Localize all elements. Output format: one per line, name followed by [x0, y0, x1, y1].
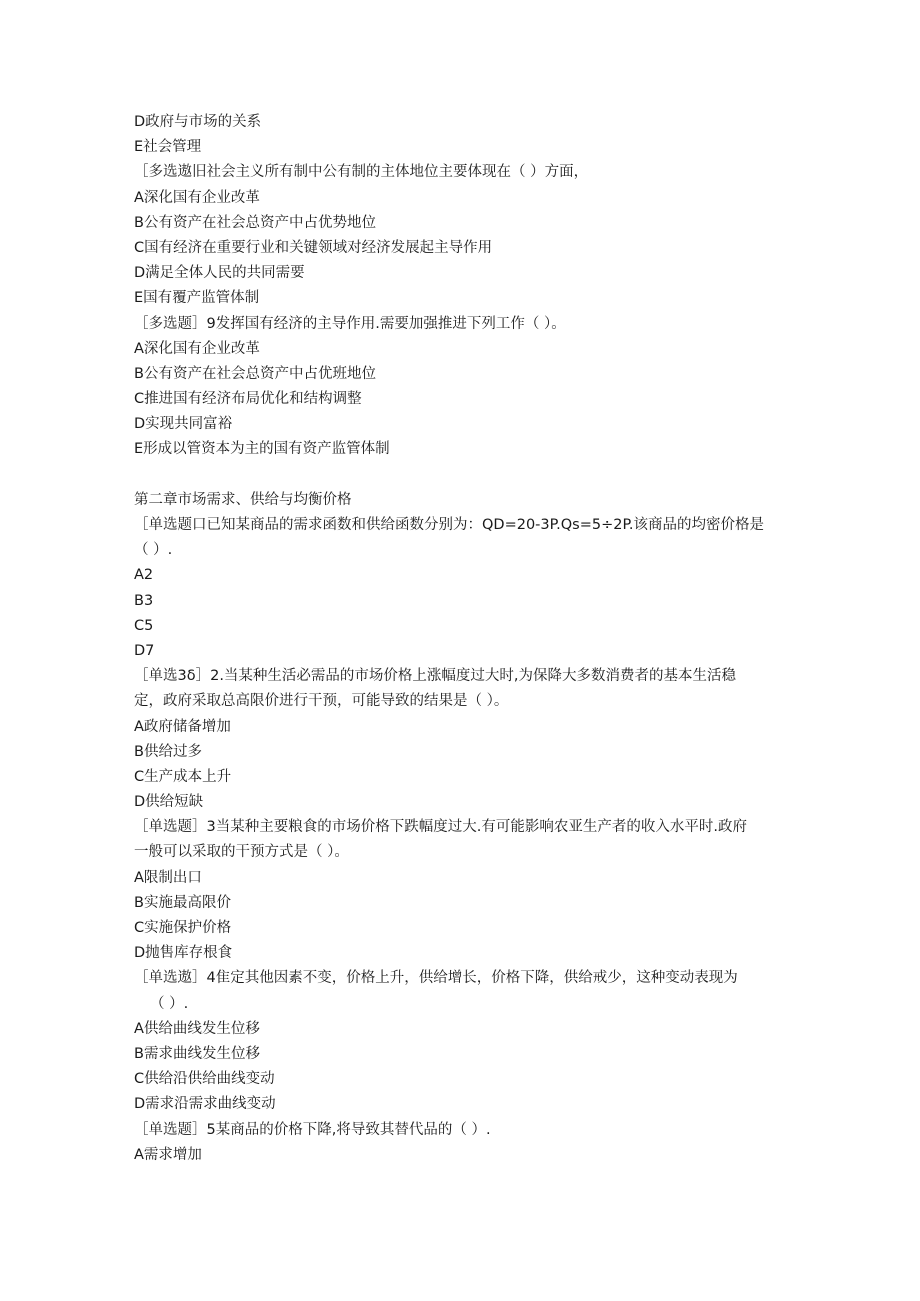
question-stem: ［单选3δ］2.当某种生活必需品的市场价格上涨幅度过大时,为保降大多数消费者的基本生活稳 [134, 668, 737, 685]
question-stem: ［多选遨旧社会主义所有制中公有制的主体地位主要体现在（ ）方面， [134, 164, 589, 181]
option-line: A深化国有企业改革 [134, 340, 260, 357]
option-line: D满足全体人民的共同需要 [134, 265, 305, 282]
option-line: B实施最高限价 [134, 894, 231, 911]
option-line: D7 [134, 642, 155, 659]
option-line: C5 [134, 617, 154, 634]
option-line: B供给过多 [134, 743, 202, 760]
document-content [134, 110, 794, 1168]
option-line: C推进国有经济布局优化和结构调整 [134, 391, 362, 408]
question-stem: ［单选题］5某商品的价格下降,将导致其替代品的（ ）. [134, 1121, 491, 1138]
option-line: D抛售库存根食 [134, 945, 233, 962]
chapter-title: 第二章市场需求、供给与均衡价格 [134, 491, 352, 508]
option-line: A深化国有企业改革 [134, 189, 260, 206]
option-line: D需求沿需求曲线变动 [134, 1096, 276, 1113]
question-stem: ［单选题口已知某商品的需求函数和供给函数分别为：QD=20-3P.Qs=5÷2P.该商品的均密价格是 [134, 517, 765, 533]
option-line: A供给曲线发生位移 [134, 1020, 260, 1037]
question-stem: ［单选题］3当某种主要粮食的市场价格下跌幅度过大.有可能影响农亚生产者的收入水平时.政府 [134, 819, 747, 836]
option-line: C供给沿供给曲线变动 [134, 1071, 275, 1088]
question-stem: ［多选题］9发挥国有经济的主导作用.需要加强推进下列工作（ ）。 [134, 315, 566, 332]
option-line: A需求增加 [134, 1146, 202, 1163]
option-line: B需求曲线发生位移 [134, 1045, 260, 1062]
text-line: D政府与市场的关系 [134, 114, 262, 130]
question-stem-continued: 定，政府采取总高限价进行干预，可能导致的结果是（ ）。 [134, 693, 509, 710]
option-line: A2 [134, 567, 154, 584]
option-line: D实现共同富裕 [134, 416, 233, 433]
question-stem-continued: （ ）. [150, 995, 189, 1012]
option-line: E国有覆产监管体制 [134, 290, 260, 307]
option-line: B3 [134, 592, 154, 609]
question-stem-continued: 一般可以采取的干预方式是（ ）。 [134, 844, 349, 861]
option-line: B公有资产在社会总资产中占优势地位 [134, 214, 376, 231]
option-line: C实施保护价格 [134, 920, 232, 936]
text-line: E社会管理 [134, 139, 202, 156]
option-line: D供给短缺 [134, 794, 204, 811]
option-line: B公有资产在社会总资产中占优班地位 [134, 365, 376, 382]
option-line: C生产成本上升 [134, 768, 232, 785]
section-gap [134, 463, 794, 488]
option-line: E形成以管资本为主的国有资产监管体制 [134, 441, 390, 458]
question-stem: ［单选遨］4隹定其他因素不变，价格上升，供给增长，价格下降，供给戒少，这种变动表现为 [134, 970, 738, 987]
option-line: A政府储备增加 [134, 718, 231, 735]
option-line: C国有经济在重要行业和关键领域对经济发展起主导作用 [134, 239, 493, 256]
option-line: A限制出口 [134, 869, 202, 886]
question-stem-continued: （ ）. [134, 542, 173, 559]
